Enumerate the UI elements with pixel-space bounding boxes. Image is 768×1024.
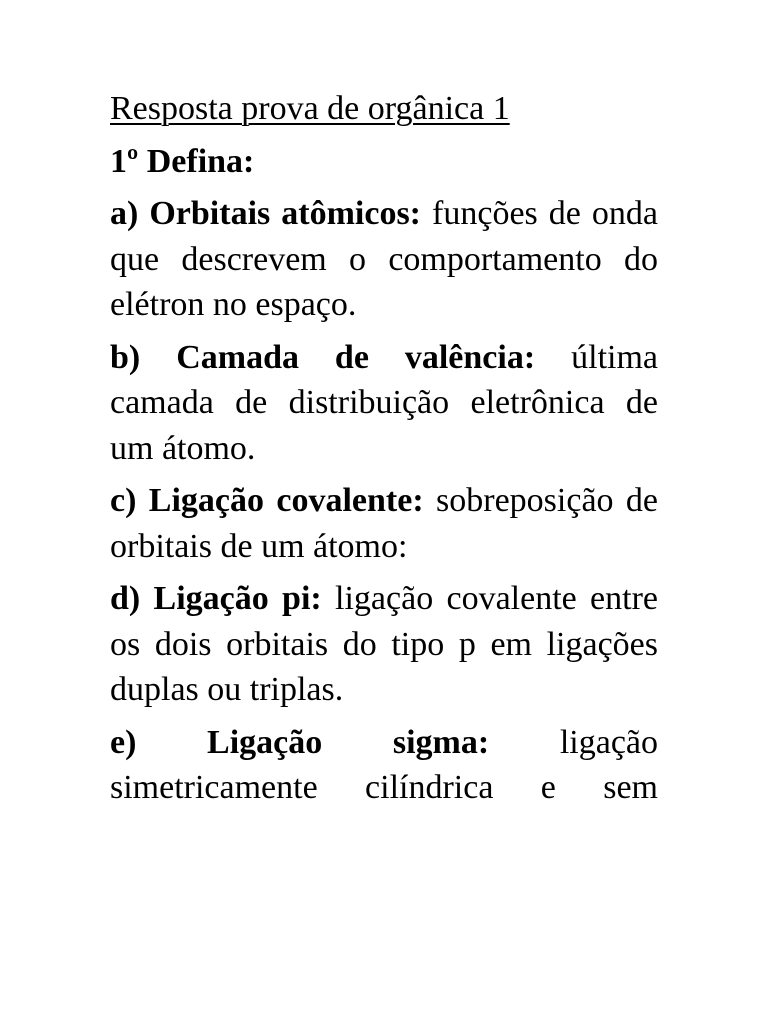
item-text: sobreposição de orbitais de um átomo: bbox=[110, 482, 658, 565]
definition-item-e bbox=[110, 720, 658, 811]
definition-item-b bbox=[110, 335, 658, 472]
question-heading: 1º Defina: bbox=[110, 142, 255, 180]
item-label: e) bbox=[110, 723, 137, 761]
item-term: Camada de valência: bbox=[176, 338, 536, 376]
item-text: funções de onda que descrevem o comportamento do elétron no espaço. bbox=[110, 195, 659, 323]
item-label: a) bbox=[110, 195, 139, 232]
definition-item-d bbox=[110, 576, 658, 713]
item-text: ligação covalente entre os dois orbitais do tipo p em ligações duplas ou triplas. bbox=[110, 580, 658, 708]
item-text: última camada de distribuição eletrônica de um átomo. bbox=[110, 338, 659, 467]
item-label: b) bbox=[110, 338, 141, 376]
item-term: Orbitais atômicos: bbox=[149, 195, 422, 232]
document-title: Resposta prova de orgânica 1 bbox=[110, 90, 510, 127]
item-label: d) bbox=[110, 580, 141, 617]
item-term: Ligação sigma: bbox=[207, 723, 490, 761]
definition-item-a bbox=[110, 191, 658, 328]
item-term: Ligação covalente: bbox=[148, 482, 424, 519]
definition-item-c bbox=[110, 478, 658, 569]
item-label: c) bbox=[110, 482, 137, 519]
item-text: ligação simetricamente cilíndrica e sem bbox=[110, 723, 659, 806]
item-term: Ligação pi: bbox=[153, 580, 322, 617]
document-page bbox=[110, 86, 658, 818]
